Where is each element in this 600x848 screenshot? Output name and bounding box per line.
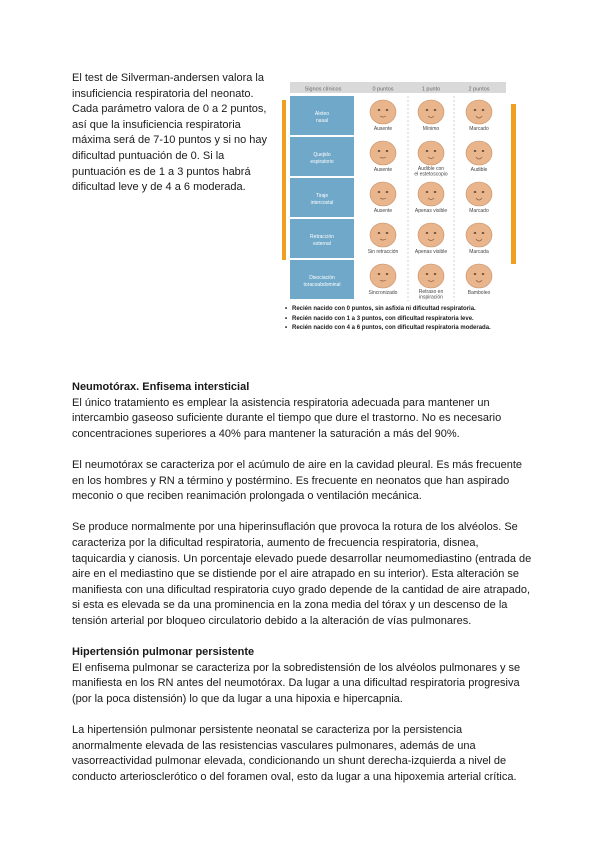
score-label: Ausente [373, 208, 393, 214]
paragraph: El enfisema pulmonar se caracteriza por la sobredistensión de los alvéolos pulmonares y se manifiesta en los RN antes del neumotórax. Da lugar a una dificultad respiratoria progresiva (por la poca distensión) lo que da lugar a una hipoxia e hipercapnia. [72, 661, 521, 705]
infant-eye [426, 232, 429, 234]
score-label: Marcado [469, 208, 489, 214]
infant-eye [426, 109, 429, 111]
infant-eye [482, 150, 485, 152]
score-label: Ausente [373, 167, 393, 173]
legend-item: • Recién nacido con 0 puntos, sin asfixia ni dificultad respiratoria. [284, 305, 516, 315]
infant-eye [474, 191, 477, 193]
infant-eye [482, 273, 485, 275]
score-label: Audible con [417, 166, 445, 172]
sign-label: Retracción [310, 234, 334, 240]
infant-eye [434, 232, 437, 234]
table-header-cell: 0 puntos [372, 86, 394, 93]
sign-label: intercostal [310, 200, 334, 206]
section-heading: Hipertensión pulmonar persistente [72, 646, 255, 658]
score-label: Mínimo [422, 126, 440, 132]
infant-illustration [370, 264, 396, 288]
infant-illustration [418, 182, 444, 206]
infant-illustration [466, 100, 492, 124]
infant-eye [474, 150, 477, 152]
intro-text: El test de Silverman-andersen valora la insuficiencia respiratoria del neonato. Cada parámetro valora de 0 a 2 puntos, así que la insuficiencia respiratoria máxima será de 7-10 puntos y si no hay dificultad puntuación de 0. Si la puntuación es de 1 a 3 puntos habrá dificultad leve y de 4 a 6 moderada. [72, 72, 268, 194]
paragraph: Se produce normalmente por una hiperinsuflación que provoca la rotura de los alvéolos. Se caracteriza por la dificultad respiratoria, aumento de frecuencia respiratoria, disnea, taquicardia y cianosis. Un porcentaje elevado puede desarrollar neumomediastino (entrada de aire en el mediastino que se distiende por el aire atrapado en su interior). Esta alteración se manifiesta con una dificultad respiratoria cuyo grado depende de la cantidad de aire atrapado, si esta es elevada se da una prominencia en la zona media del tórax y un descenso de la tensión arterial por bloqueo circulatorio debido a la alteración de vías pulmonares. [72, 521, 532, 627]
sign-label: toracoabdominal [303, 282, 341, 288]
left-accent-bar [282, 100, 286, 260]
score-label: Sin retracción [367, 249, 399, 255]
sign-label: Disociación [309, 275, 335, 281]
infant-eye [378, 232, 381, 234]
infant-illustration [466, 182, 492, 206]
score-label: Apenas visible [414, 208, 448, 214]
score-label: Marcada [469, 249, 489, 255]
infant-illustration [466, 141, 492, 165]
section-heading: Neumotórax. Enfisema intersticial [72, 381, 250, 393]
infant-eye [426, 273, 429, 275]
paragraph: El único tratamiento es emplear la asistencia respiratoria adecuada para mantener un intercambio gaseoso suficiente durante el tiempo que dure el trastorno. No es necesario concentraciones superiores a 40% para mantener la saturación a más del 90%. [72, 396, 502, 440]
sign-label: Tiraje [315, 193, 329, 199]
score-label: Apenas visible [414, 249, 448, 255]
infant-eye [386, 232, 389, 234]
infant-eye [378, 150, 381, 152]
score-label: Audible [470, 167, 488, 173]
score-label: Sincronizado [368, 290, 398, 296]
infant-eye [434, 191, 437, 193]
infant-eye [386, 150, 389, 152]
infant-illustration [466, 264, 492, 288]
infant-eye [426, 191, 429, 193]
infant-eye [474, 273, 477, 275]
legend-item: • Recién nacido con 4 a 6 puntos, con dificultad respiratoria moderada. [284, 324, 516, 334]
infant-eye [434, 109, 437, 111]
infant-eye [434, 150, 437, 152]
paragraph: La hipertensión pulmonar persistente neonatal se caracteriza por la persistencia anormalmente elevada de las resistencias vasculares pulmonares, además de una vasorreactividad pulmonar elevada, condicionando un shunt derecha-izquierda a nivel de conducto arteriosclerótico o del foramen oval, esto da lugar a una hipoxemia arterial crítica. [72, 723, 517, 783]
infant-eye [434, 273, 437, 275]
sign-label: Quejido [313, 152, 331, 158]
infant-eye [426, 150, 429, 152]
infant-eye [378, 191, 381, 193]
infant-illustration [418, 264, 444, 288]
table-header-cell: Signos clínicos [304, 86, 342, 93]
infant-eye [386, 273, 389, 275]
section-neumotorax [72, 380, 532, 630]
infant-eye [482, 109, 485, 111]
table-header-cell: 2 puntos [468, 86, 490, 93]
infant-illustration [370, 141, 396, 165]
section-hipertension [72, 645, 532, 785]
infant-eye [386, 191, 389, 193]
infant-eye [386, 109, 389, 111]
infant-eye [378, 109, 381, 111]
infant-eye [482, 191, 485, 193]
sign-label: nasal [316, 118, 328, 124]
score-label: Ausente [373, 126, 393, 132]
score-label: Retraso en [418, 289, 444, 295]
table-header-cell: 1 punto [421, 86, 441, 93]
sign-label: Aleteo [314, 111, 330, 117]
score-label: el estetoscopio [414, 171, 448, 178]
infant-eye [378, 273, 381, 275]
infant-illustration [466, 223, 492, 247]
paragraph: El neumotórax se caracteriza por el acúmulo de aire en la cavidad pleural. Es más frecuente en los hombres y RN a término y postérmino. Es frecuente en neonatos que han aspirado meconio o que reciben reanimación prolongada o ventilación mecánica. [72, 458, 523, 503]
score-label: inspiración [419, 294, 443, 301]
sign-label: espiratorio [310, 159, 334, 165]
infant-illustration [370, 100, 396, 124]
infant-eye [474, 232, 477, 234]
sign-label: esternal [313, 241, 331, 247]
infant-illustration [418, 141, 444, 165]
right-accent-bar [511, 104, 516, 264]
infant-illustration [418, 100, 444, 124]
infant-illustration [370, 223, 396, 247]
table-legend [284, 305, 516, 334]
infant-illustration [418, 223, 444, 247]
legend-item: • Recién nacido con 1 a 3 puntos, con dificultad respiratoria leve. [284, 315, 516, 325]
infant-eye [474, 109, 477, 111]
score-label: Bamboleo [467, 290, 491, 296]
infant-eye [482, 232, 485, 234]
silverman-table-graphic [282, 78, 518, 304]
infant-illustration [370, 182, 396, 206]
score-label: Marcado [469, 126, 489, 132]
